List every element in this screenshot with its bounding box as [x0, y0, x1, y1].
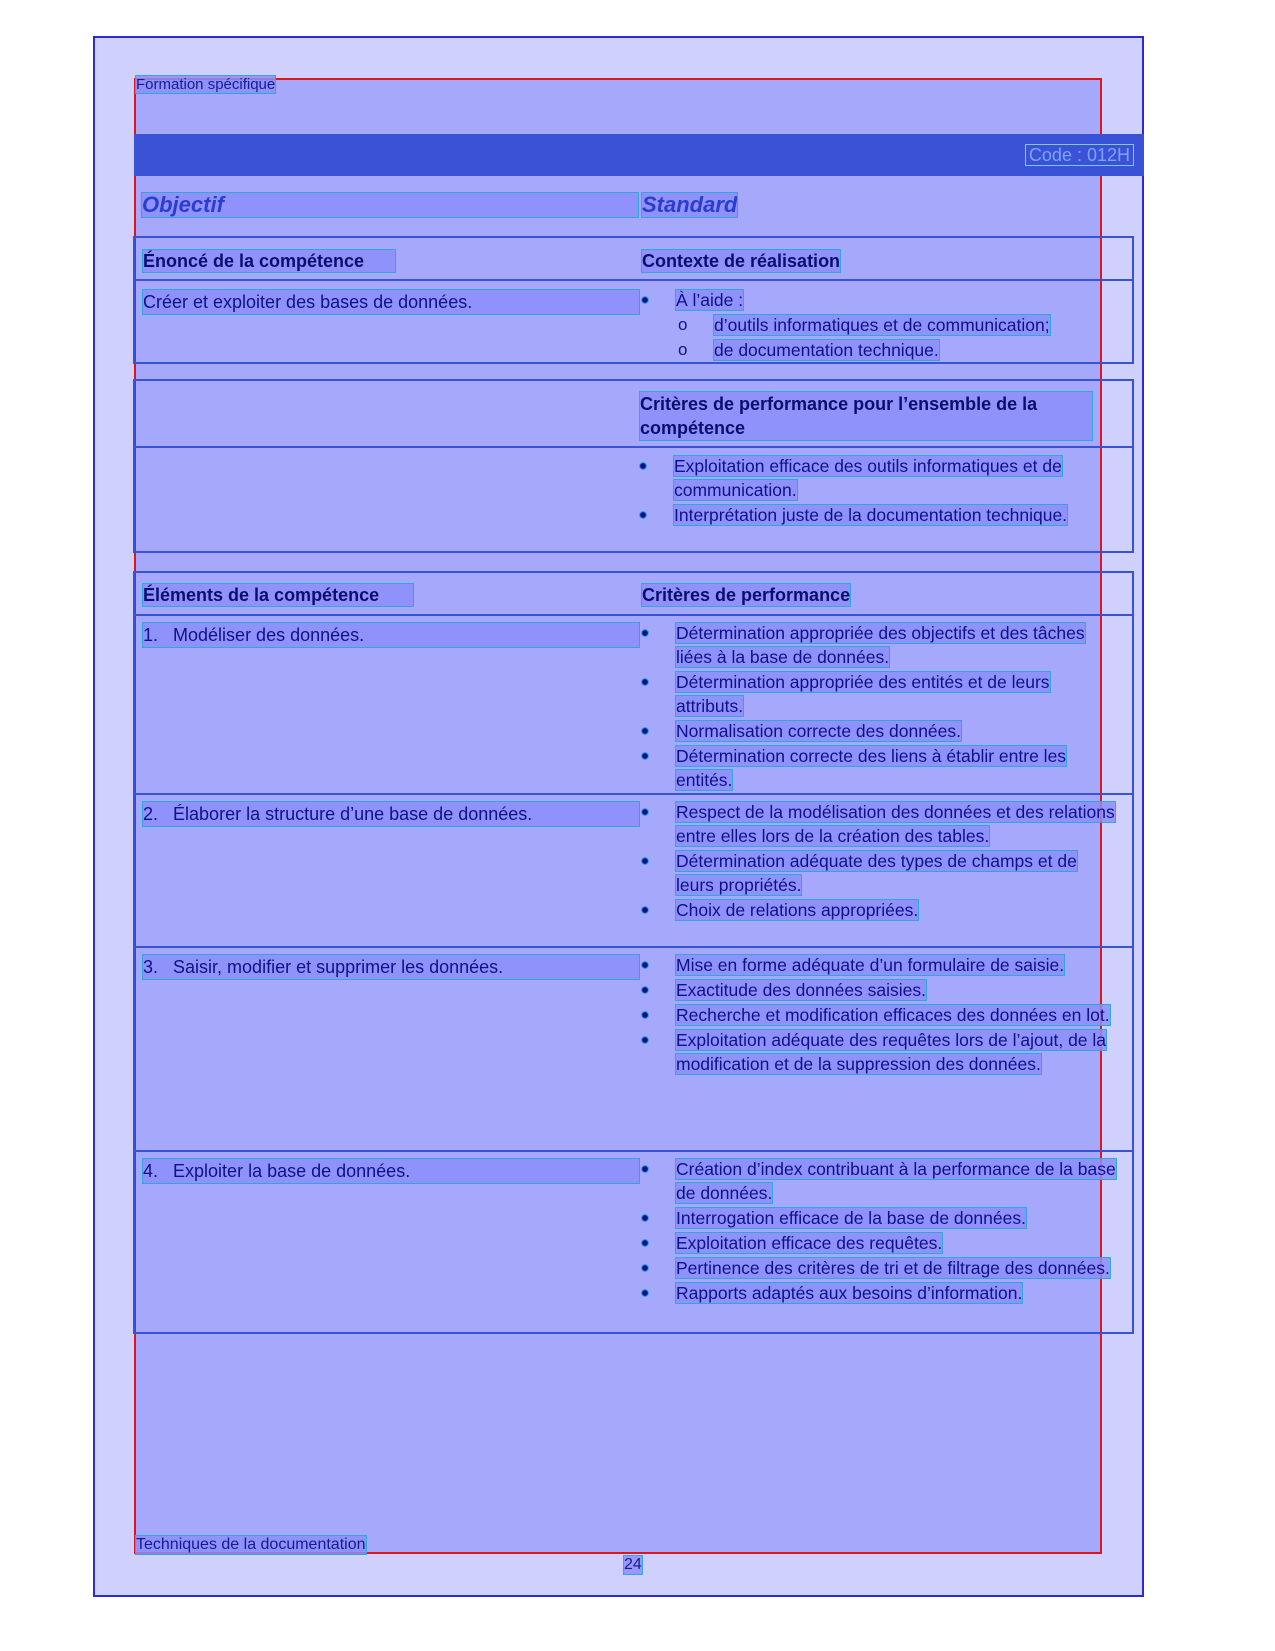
element-row-3: [143, 955, 639, 979]
element-text: Modéliser des données.: [173, 625, 365, 645]
context-header: Contexte de réalisation: [642, 251, 841, 271]
criteria-block-1: [640, 621, 1118, 793]
statement-header: Énoncé de la compétence: [143, 250, 395, 272]
context-lead: À l’aide :: [640, 288, 1110, 312]
criterion-item: Interrogation efficace de la base de données.: [640, 1206, 1118, 1230]
bullet-icon: [642, 962, 648, 968]
objective-heading: Objectif: [142, 193, 638, 217]
criterion-item: Interprétation juste de la documentation technique.: [638, 503, 1098, 527]
code-bar: [134, 134, 1144, 176]
standard-heading: Standard: [642, 192, 738, 217]
page-number: 24: [624, 1556, 642, 1573]
running-header: Formation spécifique: [136, 76, 276, 93]
criterion-item: Détermination appropriée des objectifs et des tâches liées à la base de données.: [640, 621, 1118, 669]
bullet-icon: [642, 1012, 648, 1018]
competence-statement: Créer et exploiter des bases de données.: [143, 290, 639, 314]
bullet-icon: [642, 1265, 648, 1271]
divider: [133, 793, 1134, 795]
element-row-4: [143, 1159, 639, 1183]
criterion-item: Normalisation correcte des données.: [640, 719, 1118, 743]
element-number: 2.: [143, 804, 159, 824]
running-footer: Techniques de la documentation: [136, 1536, 366, 1553]
context-sublist: [678, 313, 1110, 362]
criteria-list: [640, 800, 1118, 922]
context-item: o d’outils informatiques et de communication;: [678, 315, 1050, 335]
bullet-icon: [642, 753, 648, 759]
bullet-icon: [642, 728, 648, 734]
criterion-item: Création d’index contribuant à la performance de la base de données.: [640, 1157, 1118, 1205]
overall-criteria-list: [638, 454, 1098, 527]
bullet-icon: [640, 463, 646, 469]
divider: [133, 1150, 1134, 1152]
element-number: 1.: [143, 625, 159, 645]
criteria-list: [640, 621, 1118, 792]
criterion-item: Exploitation efficace des requêtes.: [640, 1231, 1118, 1255]
criterion-item: Choix de relations appropriées.: [640, 898, 1118, 922]
element-text: Exploiter la base de données.: [173, 1161, 411, 1181]
element-text: Saisir, modifier et supprimer les données.: [173, 957, 504, 977]
criteria-block-4: [640, 1157, 1118, 1306]
divider: [133, 946, 1134, 948]
element-row-1: [143, 623, 639, 647]
performance-header: Critères de performance: [642, 585, 851, 605]
criteria-block-2: [640, 800, 1118, 923]
element-number: 3.: [143, 957, 159, 977]
bullet-icon: [642, 858, 648, 864]
criterion-item: Détermination appropriée des entités et de leurs attributs.: [640, 670, 1118, 718]
context-block: [640, 288, 1110, 363]
bullet-icon: [642, 679, 648, 685]
bullet-icon: [642, 297, 648, 303]
overall-criteria-header: Critères de performance pour l’ensemble de la compétence: [640, 392, 1092, 440]
bullet-icon: [642, 1037, 648, 1043]
circle-bullet-icon: o: [678, 340, 688, 359]
criterion-item: Exploitation efficace des outils informatiques et de communication.: [638, 454, 1098, 502]
bullet-icon: [642, 809, 648, 815]
criterion-item: Mise en forme adéquate d’un formulaire de saisie.: [640, 953, 1118, 977]
bullet-icon: [642, 1290, 648, 1296]
element-number: 4.: [143, 1161, 159, 1181]
context-list: [640, 288, 1110, 312]
criterion-item: Rapports adaptés aux besoins d’information.: [640, 1281, 1118, 1305]
criterion-item: Détermination correcte des liens à établir entre les entités.: [640, 744, 1118, 792]
divider: [133, 279, 1134, 281]
elements-header: Éléments de la compétence: [143, 584, 413, 606]
context-item: o de documentation technique.: [678, 340, 939, 360]
criterion-item: Recherche et modification efficaces des données en lot.: [640, 1003, 1118, 1027]
criterion-item: Exploitation adéquate des requêtes lors de l’ajout, de la modification et de la suppression des données.: [640, 1028, 1118, 1076]
element-text: Élaborer la structure d’une base de données.: [173, 804, 533, 824]
overall-criteria-block: [638, 454, 1098, 528]
element-row-2: [143, 802, 639, 826]
bullet-icon: [642, 1166, 648, 1172]
bullet-icon: [642, 630, 648, 636]
bullet-icon: [642, 1215, 648, 1221]
bullet-icon: [642, 907, 648, 913]
criterion-item: Exactitude des données saisies.: [640, 978, 1118, 1002]
criterion-item: Détermination adéquate des types de champs et de leurs propriétés.: [640, 849, 1118, 897]
criteria-list: [640, 953, 1118, 1076]
divider: [133, 614, 1134, 616]
circle-bullet-icon: o: [678, 315, 688, 334]
criteria-block-3: [640, 953, 1118, 1077]
criterion-item: Pertinence des critères de tri et de filtrage des données.: [640, 1256, 1118, 1280]
criterion-item: Respect de la modélisation des données et des relations entre elles lors de la création des tables.: [640, 800, 1118, 848]
competence-code: Code : 012H: [1025, 144, 1134, 166]
divider: [133, 446, 1134, 448]
criteria-list: [640, 1157, 1118, 1305]
bullet-icon: [640, 512, 646, 518]
bullet-icon: [642, 987, 648, 993]
bullet-icon: [642, 1240, 648, 1246]
